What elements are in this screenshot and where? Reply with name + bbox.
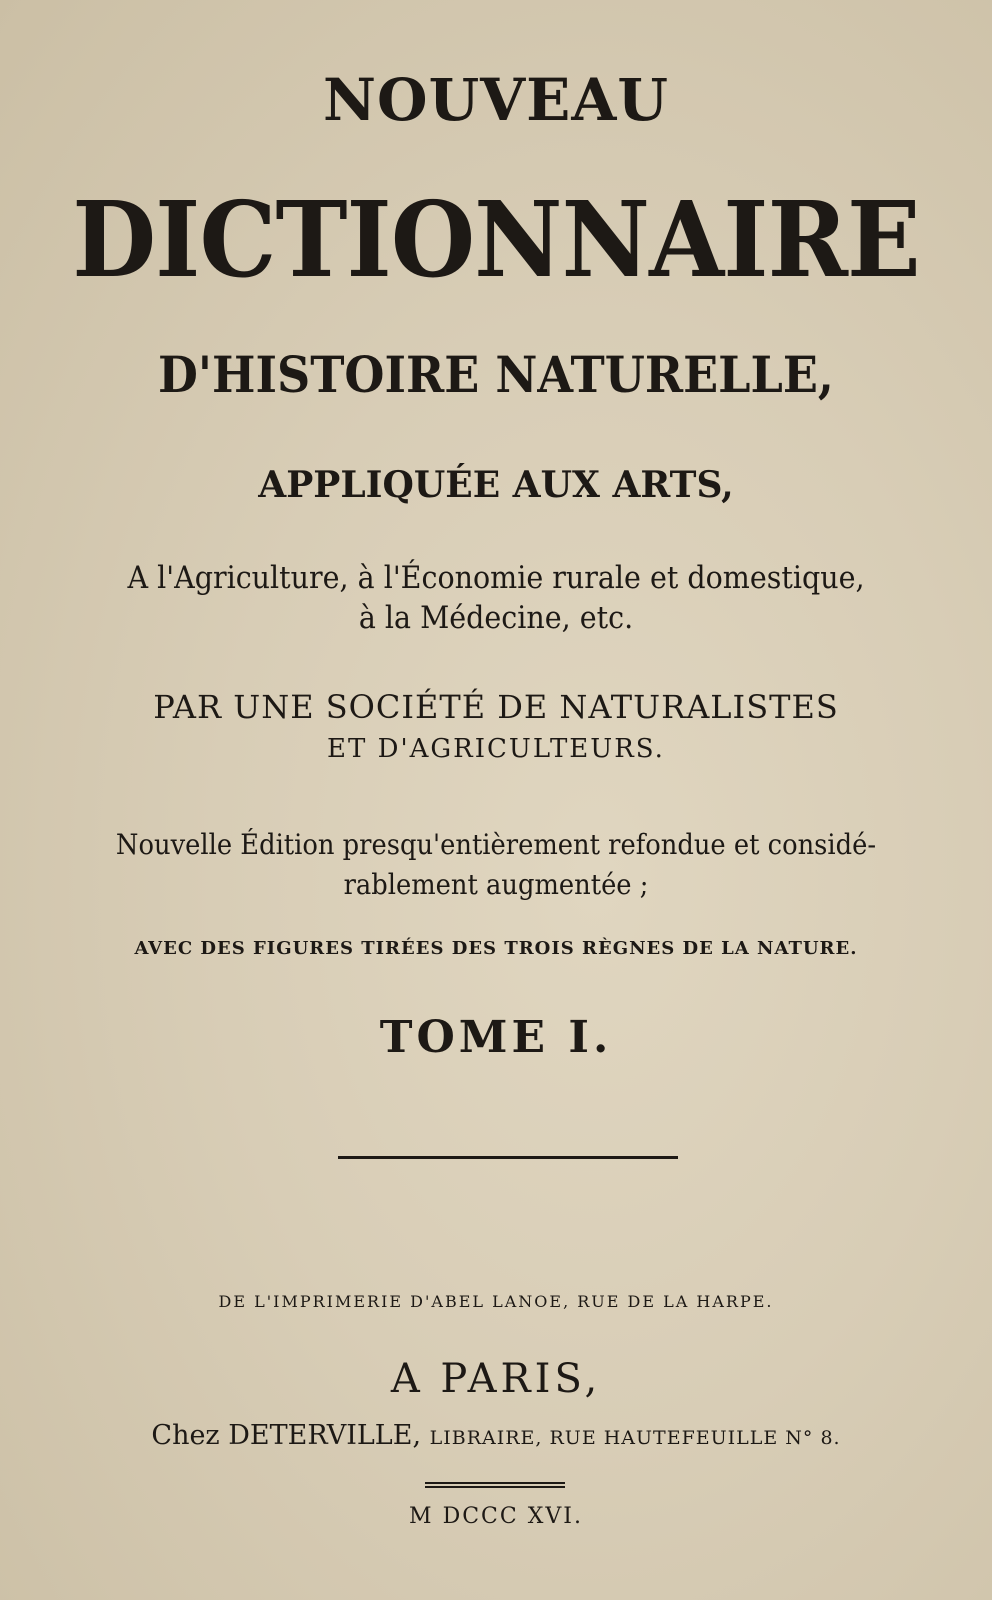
figures-note: AVEC DES FIGURES TIRÉES DES TROIS RÈGNES DE LA NATURE. xyxy=(134,938,858,959)
publisher-name: DETERVILLE, xyxy=(228,1420,422,1451)
title-line-nouveau: NOUVEAU xyxy=(323,66,669,134)
printer-imprint: DE L'IMPRIMERIE D'ABEL LANOE, RUE DE LA HARPE. xyxy=(218,1292,774,1311)
authors-line1: PAR UNE SOCIÉTÉ DE NATURALISTES xyxy=(153,688,839,726)
subtitle-agriculture: A l'Agriculture, à l'Économie rurale et domestique, xyxy=(127,560,865,596)
authors-line2: ET D'AGRICULTEURS. xyxy=(327,734,665,764)
title-line-dictionnaire: DICTIONNAIRE xyxy=(72,178,920,301)
subtitle-appliquee: APPLIQUÉE AUX ARTS, xyxy=(258,464,734,506)
double-rule xyxy=(425,1482,565,1488)
publication-city: A PARIS, xyxy=(390,1356,602,1402)
edition-note-line1: Nouvelle Édition presqu'entièrement refondue et considé- xyxy=(115,828,877,861)
edition-note-line2: rablement augmentée ; xyxy=(343,868,649,901)
title-line-histoire-naturelle: D'HISTOIRE NATURELLE, xyxy=(158,345,834,404)
publisher-prefix: Chez xyxy=(151,1420,220,1451)
publisher-address: LIBRAIRE, RUE HAUTEFEUILLE N° 8. xyxy=(429,1427,841,1449)
divider-rule xyxy=(338,1156,678,1159)
publisher-line xyxy=(0,1420,992,1451)
volume-number: TOME I. xyxy=(379,1012,613,1063)
publication-year: M DCCC XVI. xyxy=(409,1504,583,1529)
subtitle-medecine: à la Médecine, etc. xyxy=(358,600,634,636)
